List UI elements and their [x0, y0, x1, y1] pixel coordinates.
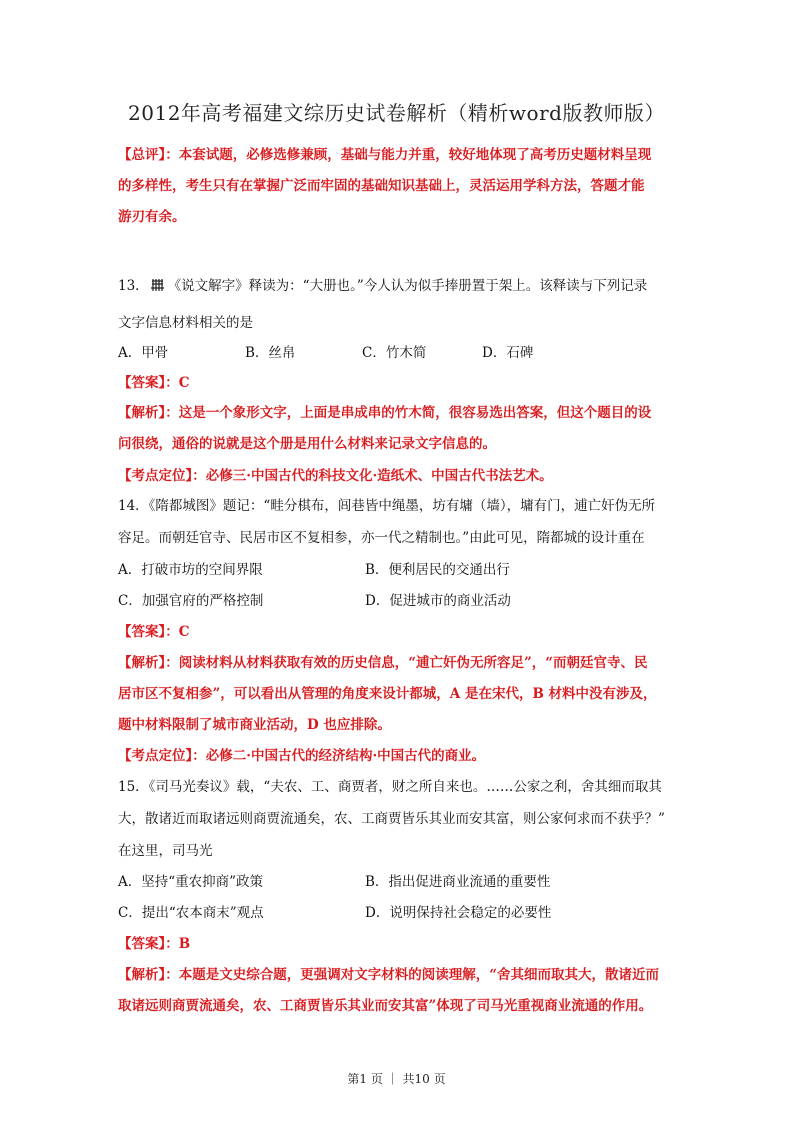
q13-stem-line-2: 文字信息材料相关的是 [118, 315, 253, 331]
q15-option-c: C．提出“农本商末”观点 [118, 905, 264, 921]
q15-answer: 【答案】：B [118, 936, 191, 952]
q13-analysis-line-1: 【解析】：这是一个象形文字，上面是串成串的竹木简，很容易选出答案，但这个题目的设 [118, 405, 652, 421]
q13-option-d: D．石碑 [482, 345, 534, 361]
q15-analysis-line-2: 取诸远则商贾流通矣，农、工商贾皆乐其业而安其富”体现了司马光重视商业流通的作用。 [118, 998, 653, 1014]
q15-option-a: A．坚持“重农抑商”政策 [118, 874, 264, 890]
q15-stem-line-2: 大，散诸近而取诸远则商贾流通矣，农、工商贾皆乐其业而安其富，则公家何求而不获乎？” [118, 811, 665, 827]
q14-knowledge-point: 【考点定位】：必修二·中国古代的经济结构·中国古代的商业。 [118, 748, 486, 764]
q13-option-c: C．竹木简 [362, 345, 427, 361]
q14-option-a: A．打破市坊的空间界限 [118, 562, 263, 578]
q13-analysis-line-2: 问很绕，通俗的说就是这个册是用什么材料来记录文字信息的。 [118, 436, 496, 452]
q14-option-c: C．加强官府的严格控制 [118, 593, 264, 609]
q15-stem-line-1: 15．《司马光奏议》载，“夫农、工、商贾者，财之所自来也。……公家之利，舍其细而取其 [118, 779, 662, 795]
q13-stem-line-1 [118, 277, 678, 295]
q14-analysis-line-1: 【解析】：阅读材料从材料获取有效的历史信息，“逋亡奸伪无所容足”，“而朝廷官寺、民 [118, 655, 648, 671]
q14-option-d: D．促进城市的商业活动 [365, 593, 511, 609]
q15-stem-line-3: 在这里，司马光 [118, 843, 213, 859]
q15-analysis-line-1: 【解析】：本题是文史综合题，更强调对文字材料的阅读理解，“舍其细而取其大，散诸近而 [118, 967, 660, 983]
summary-line-1: 【总评】：本套试题，必修选修兼顾，基础与能力并重，较好地体现了高考历史题材料呈现 [118, 147, 652, 163]
summary-line-2: 的多样性，考生只有在掌握广泛而牢固的基础知识基础上，灵活运用学科方法，答题才能 [118, 178, 645, 194]
q13-stem-text: 《说文解字》释读为：“大册也。”今人认为似手捧册置于架上。该释读与下列记录 [167, 278, 648, 294]
q13-option-a: A．甲骨 [118, 345, 169, 361]
q13-answer: 【答案】：C [118, 375, 190, 391]
page-title: 2012年高考福建文综历史试卷解析（精析word版教师版） [128, 101, 665, 125]
q13-option-b: B．丝帛 [245, 345, 296, 361]
q14-analysis-line-3: 题中材料限制了城市商业活动，D 也应排除。 [118, 717, 391, 733]
q15-option-b: B．指出促进商业流通的重要性 [365, 874, 551, 890]
q14-analysis-line-2: 居市区不复相参”，可以看出从管理的角度来设计都城，A 是在宋代，B 材料中没有涉及， [118, 686, 657, 702]
page-footer: 第1 页 ｜ 共10 页 [347, 1072, 446, 1086]
q15-option-d: D．说明保持社会稳定的必要性 [365, 905, 552, 921]
q13-number: 13． [118, 278, 149, 294]
q14-option-b: B．便利居民的交通出行 [365, 562, 510, 578]
ce-character-icon [151, 278, 164, 292]
q14-stem-line-2: 容足。而朝廷官寺、民居市区不复相参，亦一代之精制也。”由此可见，隋都城的设计重在 [118, 530, 645, 546]
q13-knowledge-point: 【考点定位】：必修三·中国古代的科技文化·造纸术、中国古代书法艺术。 [118, 468, 553, 484]
summary-line-3: 游刃有余。 [118, 209, 186, 225]
q14-answer: 【答案】：C [118, 624, 190, 640]
q14-stem-line-1: 14．《隋都城图》题记：“畦分棋布，闾巷皆中绳墨，坊有墉（墙），墉有门，逋亡奸伪无所 [118, 498, 656, 514]
